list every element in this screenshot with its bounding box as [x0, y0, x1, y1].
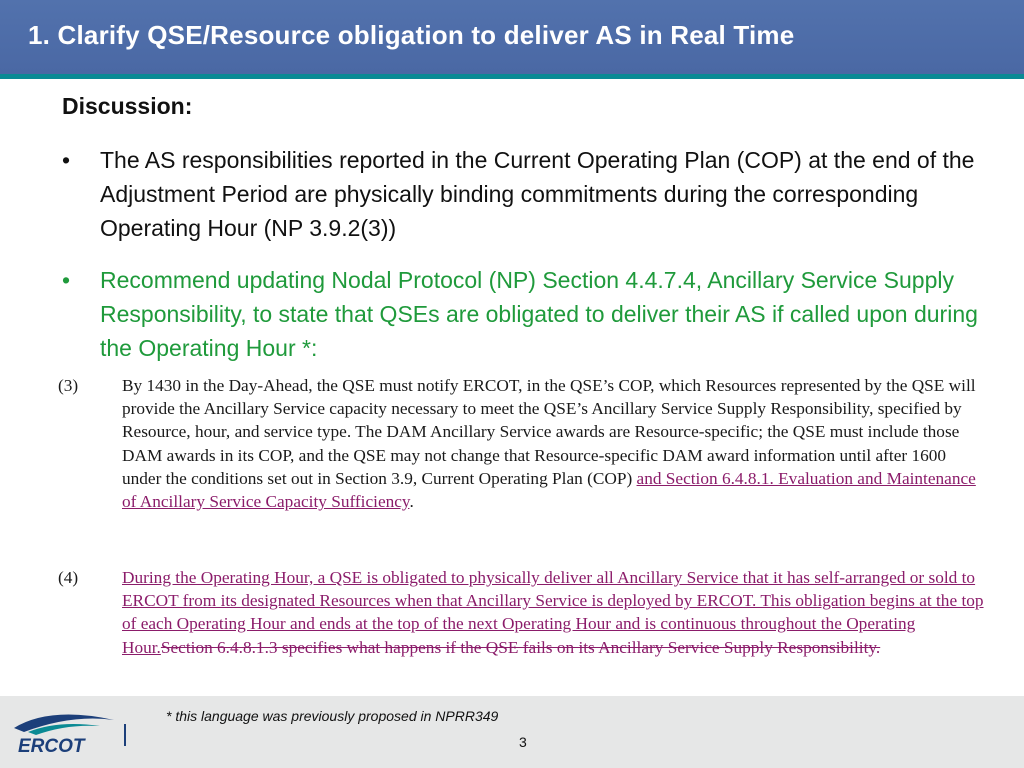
logo-divider: [124, 724, 126, 746]
clause-text: By 1430 in the Day-Ahead, the QSE must notify ERCOT, in the QSE’s COP, which Resources represented by the QSE will provide the Ancillary Service capacity necessary to meet the QSE’s Ancillary Service Supply Responsibility, specified by Resource, hour, and service type. The DAM Ancillary Service awards are Resource-specific; the QSE must include those DAM awards in its COP, and the QSE may not change that Resource-specific DAM award information until after 1600 under the conditions set out in Section 3.9, Current Operating Plan (COP): [122, 376, 976, 488]
discussion-heading: Discussion:: [62, 93, 193, 119]
footnote: * this language was previously proposed in NPRR349: [166, 708, 499, 724]
title-divider: [0, 74, 1024, 79]
bullet-text: The AS responsibilities reported in the Current Operating Plan (COP) at the end of the Adjustment Period are physically binding commitments during the corresponding Operating Hour (NP 3.9.2(3)): [100, 147, 975, 241]
slide-footer: [0, 696, 1024, 768]
clause-number: (4): [58, 568, 79, 587]
inserted-text: and Section 6.4.8.1. Evaluation and Maintenance of Ancillary Service Capacity Sufficiency: [122, 468, 976, 512]
bullet-text: Recommend updating Nodal Protocol (NP) Section 4.4.7.4, Ancillary Service Supply Responsibility, to state that QSEs are obligated to deliver their AS if called upon during the Operating Hour *:: [100, 267, 978, 361]
bullet-marker: •: [62, 147, 71, 173]
clause-end: .: [409, 492, 414, 512]
bullet-marker: •: [62, 267, 71, 293]
deleted-text: Section 6.4.8.1.3 specifies what happens if the QSE fails on its Ancillary Service Supply Responsibility.: [160, 637, 881, 657]
title-bar: [0, 0, 1024, 74]
bullet-item-recommendation: [62, 263, 982, 365]
clause-number: (3): [58, 376, 79, 395]
ercot-logo: [10, 710, 120, 756]
logo-text: ERCOT: [18, 736, 85, 756]
clause-body: [122, 566, 988, 659]
protocol-clause-3: [58, 374, 988, 513]
slide-title: 1. Clarify QSE/Resource obligation to deliver AS in Real Time: [28, 20, 795, 50]
protocol-clause-4: [58, 566, 988, 659]
bullet-item: [62, 143, 982, 245]
clause-body: [122, 374, 988, 513]
page-number: 3: [519, 734, 527, 750]
inserted-text: During the Operating Hour, a QSE is obligated to physically deliver all Ancillary Service that it has self-arranged or sold to ERCOT from its designated Resources when that Ancillary Service is deployed by ERCOT. This obligation begins at the top of each Operating Hour and ends at the top of the next Operating Hour and is continuous throughout the Operating Hour.: [122, 568, 984, 657]
